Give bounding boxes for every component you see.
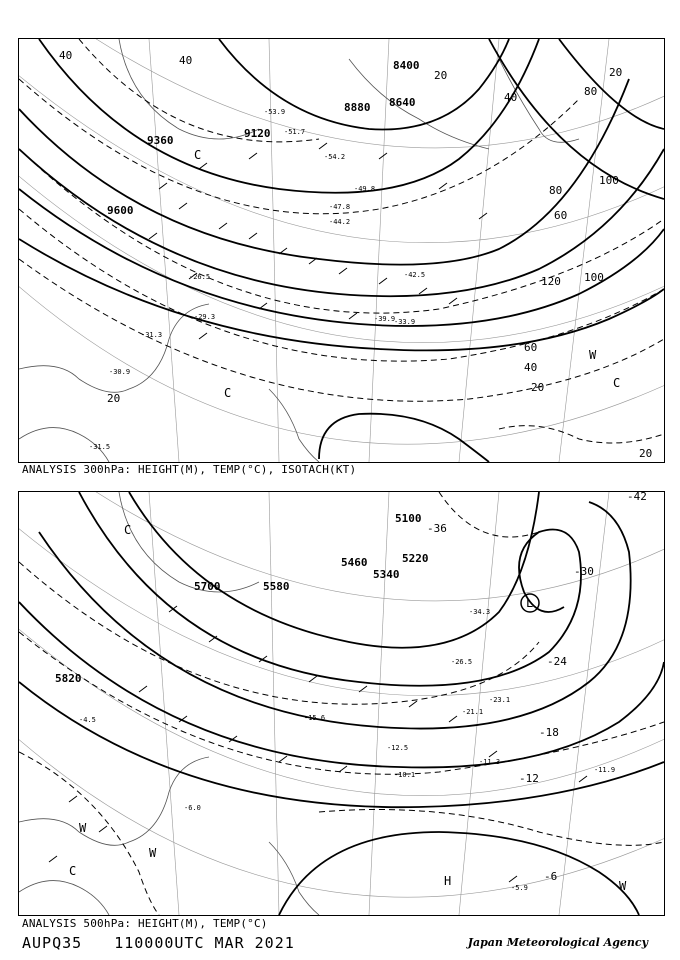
temp-value: -10.1 [394,771,416,779]
isotach-label: 60 [524,341,538,354]
temp-contour-label: -6 [544,870,558,883]
temp-value: -26.5 [189,273,211,281]
temp-value: -53.9 [264,108,286,116]
temp-value: -23.1 [489,696,511,704]
height-labels [55,512,429,685]
temp-value: -12.5 [387,744,409,752]
map-300hpa-canvas [19,39,664,462]
temp-value: -42.5 [404,271,426,279]
height-label: 5700 [194,580,221,593]
height-label: 5460 [341,556,368,569]
high-pressure-marker: H [444,874,452,888]
temp-contour-label: -36 [427,522,447,535]
cold-marker: C [194,148,202,162]
height-label: 8880 [344,101,371,114]
height-label: 5220 [402,552,429,565]
isotach-label: 20 [609,66,623,79]
temp-contour-label: -24 [547,655,567,668]
temp-value: -11.9 [594,766,616,774]
temp-value: -47.8 [329,203,351,211]
low-pressure-marker: L [526,596,534,610]
height-label: 8400 [393,59,420,72]
caption-500hpa: ANALYSIS 500hPa: HEIGHT(M), TEMP(°C) [22,917,268,930]
cold-marker: C [613,376,621,390]
height-label: 5820 [55,672,82,685]
height-label: 5100 [395,512,422,525]
chart-datetime: 110000UTC MAR 2021 [114,934,295,952]
temp-value: -33.9 [394,318,416,326]
temp-value: -30.9 [109,368,131,376]
height-label: 9600 [107,204,134,217]
temp-value: -54.2 [324,153,346,161]
isotach-label: 60 [554,209,568,222]
temp-contour-label: -42 [627,492,647,503]
isotach-label: 40 [504,91,518,104]
temp-value: -6.0 [184,804,201,812]
wind-barbs [49,606,587,882]
temp-value: -39.9 [374,315,396,323]
height-label: 8640 [389,96,416,109]
cold-marker: C [224,386,232,400]
isotach-label: 80 [584,85,598,98]
isotach-label: 20 [107,392,121,405]
warm-marker: W [79,821,87,835]
isotach-lines [19,39,664,443]
temp-value: -44.2 [329,218,351,226]
temp-value: -31.5 [89,443,111,451]
isotach-label: 40 [59,49,73,62]
temp-contour-labels [427,492,647,883]
temp-value: -31.3 [141,331,163,339]
temp-value: -4.5 [79,716,96,724]
isotach-label: 20 [434,69,448,82]
temp-value: -34.3 [469,608,491,616]
temp-value: -21.1 [462,708,484,716]
height-label: 5580 [263,580,290,593]
height-label: 9120 [244,127,271,140]
isotach-label: 40 [179,54,193,67]
agency-name: Japan Meteorological Agency [467,936,648,949]
isotach-label: 100 [584,271,604,284]
temp-value: -29.3 [194,313,216,321]
isotach-label: 120 [541,275,561,288]
temp-value: -51.7 [284,128,306,136]
height-label: 5340 [373,568,400,581]
warm-marker: W [589,348,597,362]
chart-code: AUPQ35 [22,934,83,952]
temp-contour-label: -12 [519,772,539,785]
warm-marker: W [619,879,627,893]
temp-value: -11.3 [479,758,501,766]
height-label: 9360 [147,134,174,147]
temp-contour-label: -30 [574,565,594,578]
isotach-label: 40 [524,361,538,374]
temp-value: -15.6 [304,714,326,722]
isotach-label: 100 [599,174,619,187]
temp-contour-label: -18 [539,726,559,739]
map-500hpa-canvas [19,492,664,915]
temp-value: -26.5 [451,658,473,666]
chart-identifier [22,934,317,952]
cold-marker: C [69,864,77,878]
warm-marker: W [149,846,157,860]
temp-value: -49.8 [354,185,376,193]
caption-300hpa: ANALYSIS 300hPa: HEIGHT(M), TEMP(°C), ISOTACH(KT) [22,463,357,476]
isotach-label: 20 [531,381,545,394]
isotach-label: 20 [639,447,653,460]
height-labels [107,59,420,217]
map-300hpa [18,38,665,463]
map-500hpa [18,491,665,916]
isotach-label: 80 [549,184,563,197]
temp-value: -5.9 [511,884,528,892]
cold-marker: C [124,523,132,537]
